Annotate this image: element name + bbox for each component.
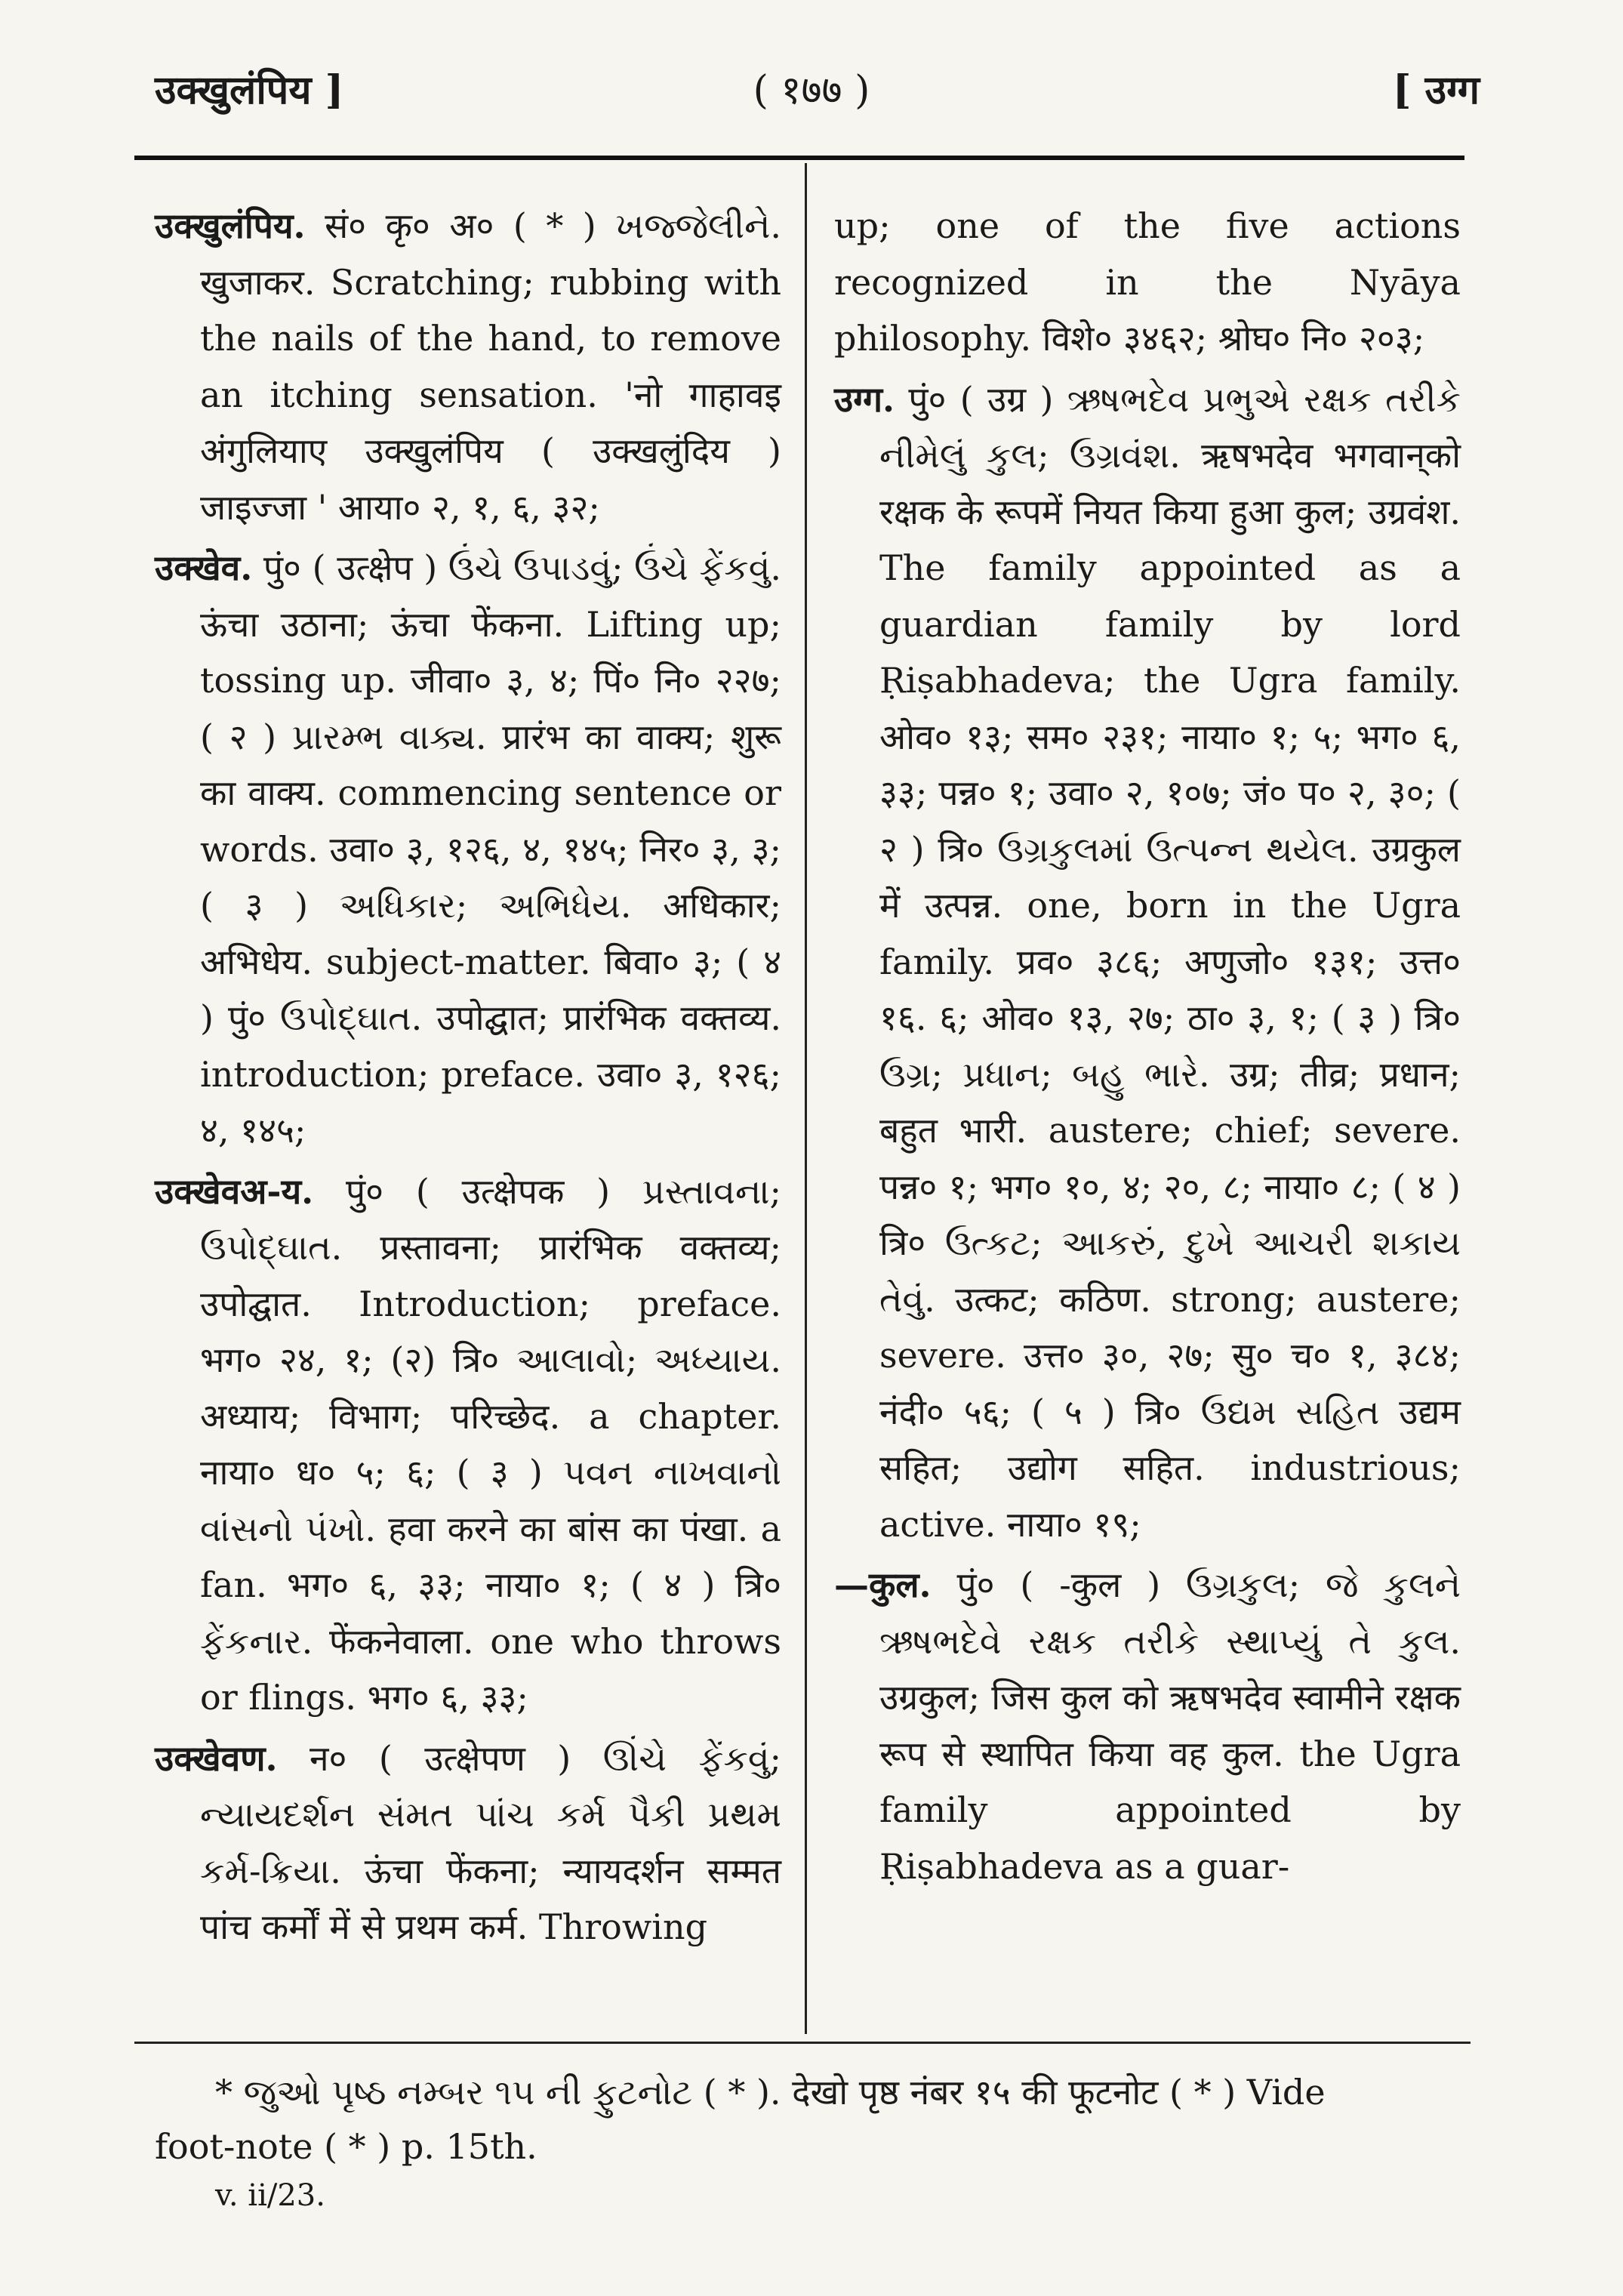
entry-body: पुं० ( उत्क्षेप ) ઉંચે ઉપાડવું; ઉંચે ફેંકવું. ऊंचा उठाना; ऊंचा फेंकना. Lifting up; tossing up. जीवा० ३, ४; पिं० नि० २२७; ( २ ) પ્રારમ્ભ વાક્ય. प्रारंभ का वाक्य; शुरू का वाक्य. commencing sentence or words. उवा० ३, १२६, ४, १४५; निर० ३, ३; ( ३ ) અધિકાર; અભિધેય. अधिकार; अभिधेय. subject-matter. बिवा० ३; ( ४ ) पुं० ઉપોદ્ઘાત. उपोद्घात; प्रारंभिक वक्तव्य. introduction; preface. उवा० ३, १२६; ४, १४५; — [200, 547, 782, 1151]
dictionary-entry-continuation — [834, 198, 1461, 367]
footnote — [155, 2065, 1464, 2174]
dictionary-entry — [834, 1557, 1461, 1894]
dictionary-entry — [155, 540, 781, 1159]
headword: उक्खेवअ-य. — [155, 1170, 314, 1212]
right-column — [834, 198, 1461, 1899]
dictionary-entry — [155, 1163, 781, 1726]
entry-body: पुं० ( उग्र ) ઋષભદેવ પ્રભુએ રક્ષક તરીકે નીમેલું કુલ; ઉગ્રવંશ. ऋषभदेव भगवान्‌को रक्षक के रूपमें नियत किया हुआ कुल; उग्रवंश. The family appointed as a guardian family by lord Ṛiṣabhadeva; the Ugra family. ओव० १३; सम० २३१; नाया० १; ५; भग० ६, ३३; पन्न० १; उवा० २, १०७; जं० प० २, ३०; ( २ ) त्रि० ઉગ્રકુલમાં ઉત્પન્ન થયેલ. उग्रकुल में उत्पन्न. one, born in the Ugra family. प्रव० ३८६; अणुजो० १३१; उत्त० १६. ६; ओव० १३, २७; ठा० ३, १; ( ३ ) त्रि० ઉગ્ર; પ્રધાન; બહુ ભારે. उग्र; तीव्र; प्रधान; बहुत भारी. austere; chief; severe. पन्न० १; भग० १०, ४; २०, ८; नाया० ८; ( ४ ) त्रि० ઉત્કટ; આકરું, દુખે આચરી શકાય તેવું. उत्कट; कठिण. strong; austere; severe. उत्त० ३०, २७; सु० च० १, ३८४; नंदी० ५६; ( ५ ) त्रि० ઉદ્યમ સહિત उद्यम सहित; उद्योग सहित. industrious; active. नाया० १९; — [879, 378, 1461, 1545]
running-head-right: [ उग्ग — [1392, 67, 1480, 113]
signature-mark: v. ii/23. — [215, 2178, 325, 2213]
column-divider — [805, 163, 807, 2034]
footnote-line: * જુઓ પૃષ્ઠ નમ્બર ૧૫ ની ફુટનોટ ( * ). देखो पृष्ठ नंबर १५ की फूटनोट ( * ) Vide — [215, 2072, 1326, 2113]
headword: उक्खुलंपिय. — [155, 205, 306, 246]
dictionary-entry — [834, 371, 1461, 1553]
entry-body: पुं० ( उत्क्षेपक ) પ્રસ્તાવના; ઉપોદ્ઘાત. प्रस्तावना; प्रारंभिक वक्तव्य; उपोद्घात. Introduction; preface. भग० २४, १; (२) त्रि० આલાવો; અધ્યાય. अध्याय; विभाग; परिच्छेद. a chapter. नाया० ध० ५; ६; ( ३ ) પવન નાખવાનો વાંસનો પંખો. हवा करने का बांस का पंखा. a fan. भग० ६, ३३; नाया० १; ( ४ ) त्रि० ફેંકનાર. फेंकनेवाला. one who throws or flings. भग० ६, ३३; — [200, 1170, 781, 1718]
footnote-line: foot-note ( * ) p. 15th. — [155, 2126, 537, 2167]
entry-body: न० ( उत्क्षेपण ) ઊંચે ફેંકવું; ન્યાયદર્શન સંમત પાંચ કર્મ પૈકી પ્રથમ કર્મ-ક્રિયા. ऊंचा फेंकना; न्यायदर्शन सम्मत पांच कर्मों में से प्रथम कर्म. Throwing — [200, 1737, 781, 1947]
dictionary-entry — [155, 198, 781, 535]
headword: उग्ग. — [834, 378, 895, 420]
footnote-rule — [134, 2042, 1471, 2044]
running-head-left: उक्खुलंपिय ] — [155, 67, 344, 113]
page-number: ( १७७ ) — [753, 68, 870, 113]
entry-body: up; one of the five actions recognized in the Nyāya philosophy. विशे० ३४६२; श्रोघ० नि० २०३; — [834, 205, 1461, 359]
left-column — [155, 198, 781, 1960]
headword: उक्खेव. — [155, 547, 253, 588]
headword: उक्खेवण. — [155, 1737, 278, 1779]
headword: —कुल. — [834, 1564, 932, 1605]
header-rule — [134, 156, 1464, 160]
entry-body: पुं० ( -कुल ) ઉગ્રકુલ; જે કુલને ઋષભદેવે રક્ષક તરીકે સ્થાપ્યું તે કુલ. उग्रकुल; जिस कुल को ऋषभदेव स्वामीने रक्षक रूप से स्थापित किया वह कुल. the Ugra family appointed by Ṛiṣabhadeva as a guar- — [879, 1564, 1461, 1887]
dictionary-entry — [155, 1730, 781, 1955]
entry-body: सं० कृ० अ० ( * ) ખજ્જેલીને. खुजाकर. Scratching; rubbing with the nails of the hand, to remove an itching sensation. 'नो गाहावइ अंगुलियाए उक्खुलंपिय ( उक्खलुंदिय ) जाइज्जा ' आया० २, १, ६, ३२; — [200, 205, 781, 528]
